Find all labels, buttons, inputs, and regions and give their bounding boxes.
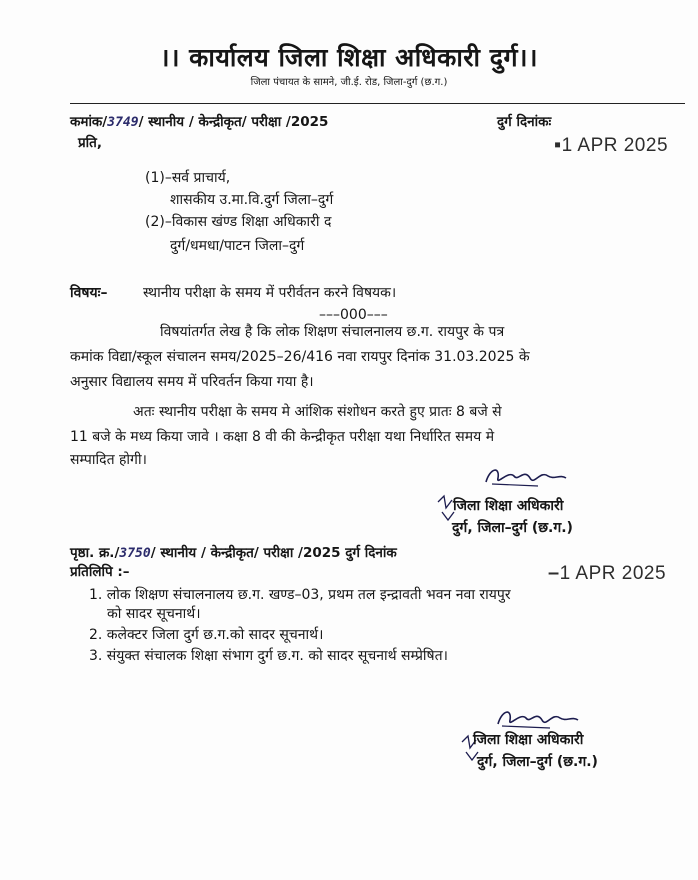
ref2-text: / स्थानीय / केन्द्रीकृत/ परीक्षा /2025 दुर्ग दिनांक [150, 545, 397, 561]
recipient-line-3: (2)–विकास खंण्ड शिक्षा अधिकारी द [145, 214, 332, 230]
copy-item-1: 1. लोक शिक्षण संचालनालय छ.ग. खण्ड–03, प्रथम तल इन्द्रावती भवन नवा रायपुर [89, 587, 511, 603]
paragraph-2-line-1: अतः स्थानीय परीक्षा के समय मे आंशिक संशोधन करते हुए प्रातः 8 बजे से [133, 404, 502, 420]
signatory-designation-2: जिला शिक्षा अधिकारी [473, 732, 584, 748]
copy-label: प्रतिलिपि :– [70, 564, 130, 580]
copy-item-3: 3. संयुक्त संचालक शिक्षा संभाग दुर्ग छ.ग. को सादर सूचनार्थ सम्प्रेषित। [89, 648, 448, 664]
date-stamp-2-text: 1 APR 2025 [559, 563, 667, 584]
ref-text: / स्थानीय / केन्द्रीकृत/ परीक्षा /2025 [138, 114, 329, 130]
ref2-number-handwritten: 3750 [119, 546, 151, 561]
subject-text: स्थानीय परीक्षा के समय में परीर्वतन करने विषयक। [143, 285, 397, 301]
reference-line-2 [70, 543, 397, 561]
recipient-line-4: दुर्ग/धमधा/पाटन जिला–दुर्ग [170, 238, 305, 254]
office-title: ।। कार्यालय जिला शिक्षा अधिकारी दुर्ग।। [159, 43, 539, 72]
reference-line-1 [70, 112, 328, 130]
date-stamp-1-text: 1 APR 2025 [561, 135, 669, 156]
recipient-line-1: (1)–सर्व प्राचार्य, [145, 170, 231, 186]
place-date-label: दुर्ग दिनांकः [497, 114, 552, 130]
copy-item-1-cont: को सादर सूचनार्थ। [107, 606, 201, 622]
copy-item-2: 2. कलेक्टर जिला दुर्ग छ.ग.को सादर सूचनार्थ। [89, 627, 324, 643]
office-address: जिला पंचायत के सामने, जी.ई. रोड, जिला-दुर्ग (छ.ग.) [250, 77, 448, 88]
header-divider [70, 103, 685, 104]
separator: –––000––– [319, 307, 388, 323]
subject-label: विषयः– [70, 285, 108, 301]
paragraph-1-line-2: कमांक विद्या/स्कूल संचालन समय/2025–26/416 नवा रायपुर दिनांक 31.03.2025 के [70, 349, 530, 365]
recipient-line-2: शासकीय उ.मा.वि.दुर्ग जिला–दुर्ग [170, 192, 334, 208]
to-label: प्रति, [78, 135, 103, 151]
ref-number-handwritten: 3749 [107, 115, 139, 130]
date-stamp-2: –1 APR 2025 [548, 562, 667, 584]
signatory-place-2: दुर्ग, जिला–दुर्ग (छ.ग.) [477, 754, 598, 770]
ref2-prefix: पृष्ठा. क्र./ [70, 545, 120, 561]
paragraph-2-line-2: 11 बजे के मध्य किया जावे । कक्षा 8 वी की केन्द्रीकृत परीक्षा यथा निर्धारित समय मे [70, 429, 495, 445]
signature-scribble-1 [478, 460, 568, 494]
paragraph-2-line-3: सम्पादित होगी। [70, 452, 147, 468]
paragraph-1-line-1: विषयांतर्गत लेख है कि लोक शिक्षण संचालनालय छ.ग. रायपुर के पत्र [160, 324, 505, 340]
ref-prefix: कमांक/ [70, 114, 108, 130]
signatory-place-1: दुर्ग, जिला–दुर्ग (छ.ग.) [452, 520, 573, 536]
paragraph-1-line-3: अनुसार विद्यालय समय में परिवर्तन किया गया है। [70, 374, 314, 390]
signatory-designation-1: जिला शिक्षा अधिकारी [453, 498, 564, 514]
date-stamp-1: ▪1 APR 2025 [554, 134, 669, 156]
